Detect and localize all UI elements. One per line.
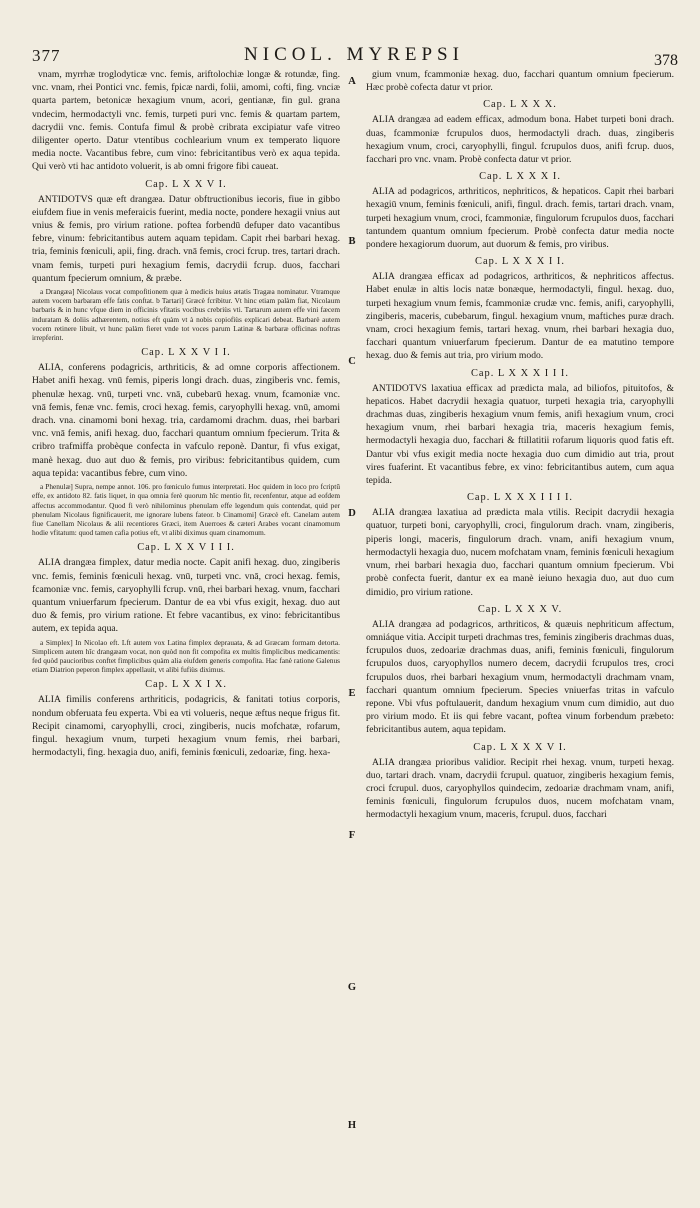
paragraph: ALIA, conferens podagricis, arthriticis, & ad omne corporis affectionem. Habet anifi hexag. vnū femis, piperis longi drach. duas, zingiberis vnc. femis, phenulæ hexag. vnū, turpeti vnc. vnā, cubebarū hexag. vnum, fcamoniæ vnc. vnā femis, fenæ vnc. femis, croci hexag. femis, caryophylli hexag. vnū, amomi drach. vna. cinamomi boni hexag. tria, cardamomi drachm. duas, rhei barbari vnc. vnā femis, anifi hexag. duo, facchari quantum omnium fpecierum. Trita & cribro trafmiffa probèque confecta in vafculo reponè. Dantur, fi vfus exigat, manè hexag. duo aut duo & femis, pro viribus: febricitantibus quidem, cum aqua tepida: vacantibus febre, cum vino. [32,362,340,479]
footnote: a Drangæa] Nicolaus vocat compofitionem quæ à medicis huius ætatis Tragæa nominatur. Vtramque autem vocem barbaram effe fatis conftat. b Tartari] Græcè fcribitur. Vt hinc etiam palàm fiat, Nicolaum barbaris & in hunc vfque diem in officinis vfitatis vocibus crebriùs vti. Tartarum autem effe vini fæcem induratam & doliis adhærentem, notius eft quàm vt à nobis copiofiùs explicari debeat. Barbarè autem vocem retinere libuit, vt hunc palàm fieret vnde tot voces parum Latinæ & barbaræ officinas noftras irrepferint. [32,287,340,343]
margin-letter: F [348,830,356,841]
paragraph: ALIA drangæa ad eadem efficax, admodum bona. Habet turpeti boni drach. duas, fcammoniæ fcrupulos duos, hermodactyli drach. duas, zingiberis hexagium vnum, croci, caryophylli, fingul. fcrupulos duos, anifi fcrup. duos, facchari pro vnc. vnam. Probè confecta datur vt prior. [366,114,674,166]
margin-letter: G [347,982,357,993]
paragraph: ALIA ad podagricos, arthriticos, nephriticos, & hepaticos. Capit rhei barbari hexagiū vnum, feminis fœniculi, anifi, fingul. drach. femis, tartari drach. vnam, turpeti hexagium vnum, croci, fcammoniæ, fingulorum fcrupulos duos, facchari tantundem quantum omnium fpecierum. Probè confecta datur media nocte pondere hexagiorum duorum, aut duorum & femis, pro viribus. [366,186,674,251]
paragraph: ALIA drangæa prioribus validior. Recipit rhei hexag. vnum, turpeti hexag. duo, tartari drach. vnam, dacrydii fcrupul. quatuor, zingiberis hexagium femis, croci fcrupul. duos, caryophyllos quindecim, zedoariæ drachmam vnam, anifi, feminis fœniculi, fingulorum fcrupulos duos, nucem mofchatam vnam, hermodactyli hexagium vnum, maceris, fcrupul. duos, facchari [366,756,674,821]
paragraph: ALIA drangæa efficax ad podagricos, arthriticos, & nephriticos affectus. Habet enulæ in altis locis natæ bonæque, hermodactyli, fingul. hexag. duo, turpeti hexagium vnum femis, fcammoniæ crudæ vnc. femis, anifi, caryophylli, zingiberis, maceris, cubebarum, fingul. hexagium vnum, maftiches puræ drach. vnam, croci hexagium femis, tartari hexag. vnum, rhei barbari hexagia duo, facchari quantum vniuerfarum fpecierum. Dantur de ea matutino tempore hexag. duo & femis aut tria, pro virium modo. [366,271,674,362]
page-number-right: 378 [654,52,678,69]
paragraph: gium vnum, fcammoniæ hexag. duo, facchari quantum omnium fpecierum. Hæc probè cofecta datur vt prior. [366,69,674,94]
margin-letter: A [348,76,356,87]
running-header [30,40,678,68]
chapter-heading: Cap. L X X X I I I I. [466,492,574,504]
chapter-heading: Cap. L X X V I I I. [137,542,235,554]
right-column [366,68,674,1188]
chapter-heading: Cap. L X X I X. [145,679,227,691]
margin-letters [344,68,360,1168]
chapter-heading: Cap. L X X X V. [477,603,563,615]
paragraph: ANTIDOTVS quæ eft drangæa. Datur obftructionibus iecoris, fiue in gibbo eiufdem fiue in venis meferaicis fuerint, media nocte, pondere hexagii vnius aut vnius & femis, pro virium ratione. poftea forbendū defuper dato vacantibus febre, vinum: febricitantibus autem aquam tepidam. Capit rhei barbari hexag. tria, feminis fœniculi, apii, fing. drach. vnā femis, croci fcrup. tres, tartari drach. vnam femis, turpeti puri hexagium femis, dacrydii fcrup. duos, facchari quantum fpecierum omnium, & præbe. [32,193,340,284]
paragraph: ALIA fimilis conferens arthriticis, podagricis, & fanitati totius corporis, nondum obferuata feu experta. Vbi ea vti volueris, neque æftus neque frigus fit. Recipit cinamomi, caryophylli, croci, zingiberis, nucis mofchatæ, rofarum, fingul. hexagium vnum, turpeti hexagium vnum femis, rhei barbari, hermodactyli, fing. hexagia duo, anifi, feminis fœniculi, zedoariæ, fing. hexa- [32,694,340,759]
margin-letter: H [347,1120,357,1131]
chapter-heading: Cap. L X X V I. [145,178,227,190]
running-title: NICOL. MYREPSI [244,44,464,65]
paragraph: ALIA drangæa laxatiua ad prædicta mala vtilis. Recipit dacrydii hexagia quatuor, turpeti boni, caryophylli, croci, fingulorum drach. vnam, zingiberis, piperis longi, maceris, fingulorum drach. vnam, anifi hexagium vnum, hermodactyli hexagia duo, nucem mofchatam vnam, feminis fœniculi hexagium vnum, rhei barbari hexagia duo, facchari quantum omnium fpecierum. Vbi probè confecta fuerit, dantur ex ea manè ieiuno hexagia duo, aut duo cum dimidio, pro virium ratione. [366,507,674,598]
margin-letter: C [348,356,356,367]
footnote: a Simplex] In Nicolao eft. Lft autem vox Latina fimplex deprauata, & ad Græcam formam detorta. Simplicem autem hîc drangæam vocat, non quòd non fit compofita ex multis fimplicibus medicamentis: fed quòd paucioribus conftet fimplicibus quàm alia eiufdem generis compofita. Hac fanè ratione Galenus etiam Diatrion peperon fimplex appellauit, vt alibi fufiùs diximus. [32,637,340,675]
chapter-heading: Cap. L X X V I I. [141,347,231,359]
margin-letter: B [348,236,356,247]
chapter-heading: Cap. L X X X I I I. [471,367,569,379]
left-column [32,68,340,1188]
chapter-heading: Cap. L X X X I. [479,171,561,183]
chapter-heading: Cap. L X X X I I. [475,256,565,268]
paragraph: vnam, myrrhæ troglodyticæ vnc. femis, ariftolochiæ longæ & rotundæ, fing. vnc. vnam, rhei Pontici vnc. femis, fpicæ nardi, folii, amomi, cofti, fing. vnciæ quarta partem, betonicæ hexagium vnum, acori, gentianæ, fin gul. grana vndecim, hermodactyli vnc. femis, turpeti puri vnc. femis & quartam partem, dacrydii vnc. femis. Contufa fimul & probè cribrata excipiatur vafe vitreo diligenter operto. Datur vtentibus cochlearium vnum ex temperato liquore media nocte. Vacantibus febre, cum vino: febricitantibus verò ex aqua tepida. Qui verò vti hac antidoto voluerit, is ab omni frigore fibi caueat. [32,69,340,173]
page-number-left: 377 [32,46,61,65]
chapter-heading: Cap. L X X X V I. [473,741,567,753]
paragraph: ALIA drangæa fimplex, datur media nocte. Capit anifi hexag. duo, zingiberis vnc. femis, feminis fœniculi hexag. vnū, turpeti vnc. vnā, croci hexag. femis, fcamoniæ vnc. femis, caryophylli fcrup. vnū, rhei barbari hexag. vnum, facchari quantum vniuerfarum fpecierum. Dantur de ea vbi vfus exigit, hexag. duo aut duo & femis, pro virium ratione. Et febre vacantibus, ex vino: febricitantibus autem, ex tepida aqua. [32,557,340,635]
margin-letter: E [348,688,356,699]
paragraph: ALIA drangæa ad podagricos, arthriticos, & quæuis nephriticum affectum, omniáque vitia. Accipit turpeti drachmas tres, feminis zingiberis drachmas duas, fcrupulos duos, zedoariæ drachmas duas, anifi, feminis fœniculi, fingulorum fcrupulos duos, caryophyllos numero decem, dacrydii fcrupulos tres, croci fcrupulos duos, rhei barbari hexagium vnum, hermodactyli drachmam vnam, facchari quantum omnium fpecierum. Species vniuerfas tritas in vafculo repone. Vbi vfus poftulauerit, dandum hexagium vnum cum dimidio, aut duo pro virium modo. Et iis qui febre vacant, poftea vinum forbendum præbeto: febricitantibus autem, aqua tepidam. [366,618,674,736]
chapter-heading: Cap. L X X X. [483,99,557,111]
margin-letter: D [348,508,356,519]
paragraph: ANTIDOTVS laxatiua efficax ad prædicta mala, ad biliofos, pituitofos, & hepaticos. Habet dacrydii hexagia quatuor, turpeti hexagia tria, caryophylli drachmas duas, zingiberis hexagium vnum femis, anifi hexagium vnum, croci hexagium vnum, rhei barbari hexagia tria, maceris hexagium femis, hermodactyli hexagia duo, facchari & ftillatitii rofarum liquoris quod fatis eft. Dantur vbi vfus exigit media nocte hexagia duo cum dimidio aut tria, prout vires fuaferint. Et vacantibus febre, ex vino: febricitantibus autem, cum aqua tepida. [366,382,674,487]
footnote: a Phenulæ] Supra, nempe annot. 106. pro fœniculo fumus interpretati. Hoc quidem in loco pro fcriptū effe, ex antidoto 82. fatis liquet, in qua omnia ferè quorum hîc mentio fit, recenfentur, atque ad eofdem affectus accommodantur. Quod fi verò nihilominus phenulam effe legendum quis contendat, quid per phenulam Nicolaus fignificauerit, me ignorare lubens fateor. b Cinamomi] Græcè eft. Canelam autem fiue Canellam Nicolaus & alii recentiores Græci, item Auerroes & cæteri Arabes vocant cinamomum hodie vfitatum: quod tamen cafia potius eft, vt alibi diximus quam cinamomum. [32,482,340,538]
